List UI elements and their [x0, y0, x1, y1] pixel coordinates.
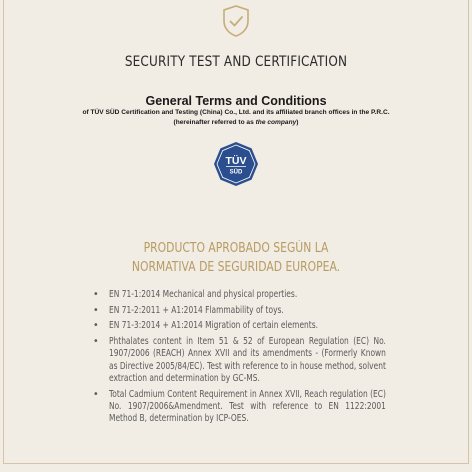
product-title-line-2: NORMATIVA DE SEGURIDAD EUROPEA. — [131, 260, 341, 275]
logo-top-text: TÜV — [225, 155, 247, 167]
logo-bottom-text: SÜD — [229, 169, 243, 176]
list-item-text: EN 71-3:2014 + A1:2014 Migration of certain elements. — [109, 320, 319, 332]
list-item-text: Phthalates content in Item 51 & 52 of European Regulation (EC) No. 1907/2006 (REACH) Annex XVII and its amendments - (Formerly Known as Directive 2005/84/EC). Test with reference to in house method, solvent extraction and determination by GC-MS. — [109, 335, 386, 384]
list-item — [91, 389, 391, 426]
terms-hereinafter-line: (hereinafter referred to as the company) — [173, 119, 299, 126]
bullet: • — [93, 388, 99, 400]
bullet: • — [93, 320, 99, 332]
product-approval-title — [0, 239, 472, 277]
list-item-text: EN 71-1:2014 Mechanical and physical properties. — [109, 289, 298, 300]
bullet: • — [93, 304, 99, 316]
terms-heading: General Terms and Conditions — [145, 94, 327, 108]
tuv-sud-logo — [213, 141, 259, 187]
list-item — [91, 320, 391, 332]
shield-check-icon — [221, 4, 251, 38]
product-title-line-1: PRODUCTO APROBADO SEGÚN LA — [143, 241, 329, 256]
bullet: • — [93, 289, 99, 300]
list-item-text: EN 71-2:2011 + A1:2014 Flammability of toys. — [109, 304, 284, 316]
list-item — [91, 336, 391, 386]
test-standards-list — [91, 289, 391, 429]
bullet: • — [93, 335, 99, 347]
list-item — [91, 289, 391, 301]
page-title: SECURITY TEST AND CERTIFICATION — [124, 54, 348, 70]
list-item — [91, 305, 391, 317]
terms-company-line: of TÜV SÜD Certification and Testing (China) Co., Ltd. and its affiliated branch offices in the P.R.C. — [82, 109, 390, 116]
list-item-text: Total Cadmium Content Requirement in Annex XVII, Reach regulation (EC) No. 1907/2006&Amendment. Test with reference to EN 1122:2001 Method B, determination by ICP-OES. — [109, 388, 386, 425]
